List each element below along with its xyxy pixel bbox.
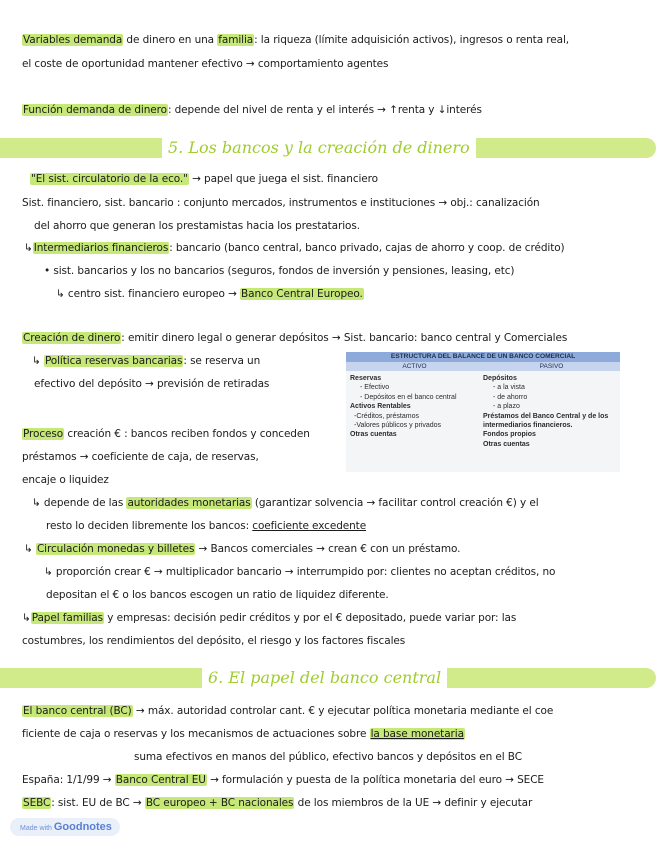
line-savings-channel: del ahorro que generan los prestamistas hacia los prestatarios. xyxy=(34,220,360,232)
line-excess-coefficient: resto lo deciden libremente los bancos: coeficiente excedente xyxy=(46,520,367,532)
line-monetary-base: ficiente de caja o reservas y los mecanismos de actuaciones sobre la base monetaria xyxy=(22,728,464,740)
line-opportunity-cost: el coste de oportunidad mantener efectivo → comportamiento agentes xyxy=(22,58,389,70)
line-families-role: ↳Papel familias y empresas: decisión pedir créditos y por el € depositado, puede variar por: las xyxy=(22,612,517,624)
line-deposit-factors: costumbres, los rendimientos del depósito, el riesgo y los factores fiscales xyxy=(22,635,406,647)
table-cell: - Efectivo xyxy=(360,384,390,392)
table-cell: Préstamos del Banco Central y de los xyxy=(483,412,609,420)
table-cell: - de ahorro xyxy=(493,393,528,401)
line-bank-multiplier: ↳ proporción crear € → multiplicador bancario → interrumpido por: clientes no aceptan créditos, no xyxy=(44,566,556,578)
table-cell: - a la vista xyxy=(493,384,525,392)
table-cell: - a plazo xyxy=(493,403,520,411)
table-cell: Otras cuentas xyxy=(483,440,530,448)
table-cell: - Depósitos en el banco central xyxy=(360,393,457,401)
section-6-title: 6. El papel del banco central xyxy=(202,668,447,688)
line-monetary-authorities: ↳ depende de las autoridades monetarias (garantizar solvencia → facilitar control creación €) y el xyxy=(32,497,539,509)
table-cell: intermediarios financieros. xyxy=(483,422,573,430)
line-spain-ecb: España: 1/1/99 → Banco Central EU → formulación y puesta de la política monetaria del euro → SECE xyxy=(22,774,544,786)
table-header xyxy=(346,362,620,371)
table-header-assets: ACTIVO xyxy=(402,363,427,370)
table-cell: Reservas xyxy=(350,375,382,382)
line-liquidity: encaje o liquidez xyxy=(22,474,109,486)
line-financial-system-def: Sist. financiero, sist. bancario : conjunto mercados, instrumentos e instituciones → obj.: canalización xyxy=(22,197,540,209)
line-money-demand-function: Función demanda de dinero: depende del nivel de renta y el interés → ↑renta y ↓interés xyxy=(23,104,482,116)
line-financial-intermediaries: ↳Intermediarios financieros: bancario (banco central, banco privado, cajas de ahorro y coop. de crédito) xyxy=(24,242,565,254)
line-liquidity-ratio: depositan el € o los bancos escogen un ratio de liquidez diferente. xyxy=(46,589,389,601)
table-assets-column xyxy=(350,374,483,449)
line-cash-coefficient: préstamos → coeficiente de caja, de reservas, xyxy=(22,451,259,463)
section-5-title: 5. Los bancos y la creación de dinero xyxy=(162,138,476,158)
line-reserve-deposit: efectivo del depósito → previsión de retiradas xyxy=(34,378,270,390)
table-cell: Otras cuentas xyxy=(350,431,397,439)
line-monetary-base-def: suma efectivos en manos del público, efectivo bancos y depósitos en el BC xyxy=(134,751,522,763)
table-title: ESTRUCTURA DEL BALANCE DE UN BANCO COMERCIAL xyxy=(346,352,620,362)
table-cell: -Créditos, préstamos xyxy=(354,412,419,420)
line-circulatory-system: "El sist. circulatorio de la eco." → papel que juega el sist. financiero xyxy=(31,173,378,185)
line-creation-process: Proceso creación € : bancos reciben fondos y conceden xyxy=(23,428,310,440)
line-money-creation: Creación de dinero: emitir dinero legal o generar depósitos → Sist. bancario: banco central y Comerciales xyxy=(23,332,568,344)
line-sebc: SEBC: sist. EU de BC → BC europeo + BC nacionales de los miembros de la UE → definir y ejecutar xyxy=(23,797,533,809)
table-header-liabilities: PASIVO xyxy=(539,363,564,370)
table-liabilities-column xyxy=(483,374,616,449)
line-money-demand-variables: Variables demanda de dinero en una familia: la riqueza (límite adquisición activos), ingresos o renta real, xyxy=(23,34,570,46)
table-cell: Activos Rentables xyxy=(350,403,411,411)
line-currency-circulation: ↳ Circulación monedas y billetes → Bancos comerciales → crean € con un préstamo. xyxy=(24,543,461,555)
goodnotes-watermark: Made with Goodnotes xyxy=(10,818,120,836)
line-ecb: ↳ centro sist. financiero europeo → Banco Central Europeo. xyxy=(56,288,363,300)
line-bank-nonbank: • sist. bancarios y los no bancarios (seguros, fondos de inversión y pensiones, leasing, etc) xyxy=(44,265,515,277)
table-cell: -Valores públicos y privados xyxy=(354,422,442,430)
line-reserve-policy: ↳ Política reservas bancarias: se reserva un xyxy=(32,355,261,367)
line-central-bank: El banco central (BC) → máx. autoridad controlar cant. € y ejecutar política monetaria mediante el coe xyxy=(23,705,554,717)
table-cell: Fondos propios xyxy=(483,431,536,439)
table-cell: Depósitos xyxy=(483,375,517,382)
bank-balance-table xyxy=(346,352,620,472)
